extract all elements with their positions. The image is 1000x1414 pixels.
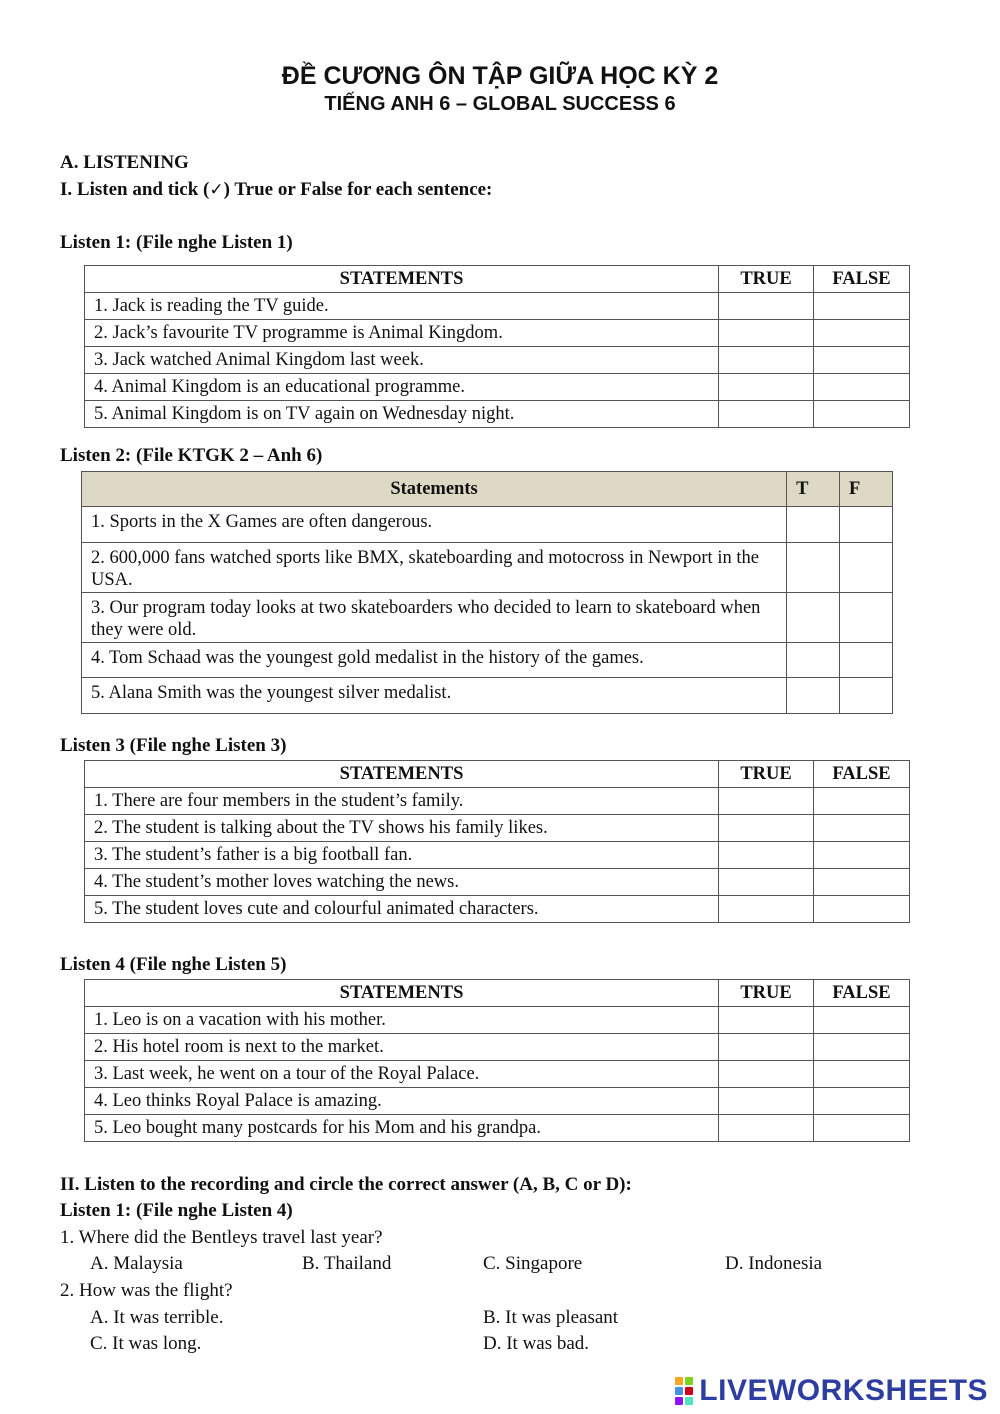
statement-cell: 1. Jack is reading the TV guide.	[85, 293, 719, 320]
listen2-label: Listen 2: (File KTGK 2 – Anh 6)	[60, 445, 323, 466]
q1-option-a[interactable]: A. Malaysia	[90, 1253, 183, 1274]
table-row	[85, 320, 910, 347]
true-answer-cell[interactable]	[719, 374, 814, 401]
q1-option-b[interactable]: B. Thailand	[302, 1253, 392, 1274]
statement-cell: 3. Jack watched Animal Kingdom last week.	[85, 347, 719, 374]
false-header: FALSE	[814, 266, 910, 293]
true-answer-cell[interactable]	[719, 1034, 814, 1061]
section-a-heading: A. LISTENING	[60, 152, 189, 173]
table-row	[82, 593, 893, 643]
table-row	[85, 1061, 910, 1088]
table-row	[85, 869, 910, 896]
question-2: 2. How was the flight?	[60, 1280, 233, 1301]
logo-square	[675, 1397, 683, 1405]
table-row	[85, 1115, 910, 1142]
f-answer-cell[interactable]	[840, 507, 893, 543]
listen3-table	[84, 760, 910, 923]
false-answer-cell[interactable]	[814, 374, 910, 401]
true-answer-cell[interactable]	[719, 401, 814, 428]
table-row	[85, 1007, 910, 1034]
statement-cell: 4. The student’s mother loves watching the news.	[85, 869, 719, 896]
part1-instruction	[60, 178, 492, 202]
statement-cell: 4. Leo thinks Royal Palace is amazing.	[85, 1088, 719, 1115]
statement-cell: 1. Sports in the X Games are often dangerous.	[82, 507, 787, 543]
t-answer-cell[interactable]	[787, 507, 840, 543]
listen3-label: Listen 3 (File nghe Listen 3)	[60, 735, 287, 756]
true-header: TRUE	[719, 761, 814, 788]
statement-cell: 2. The student is talking about the TV shows his family likes.	[85, 815, 719, 842]
false-answer-cell[interactable]	[814, 815, 910, 842]
table-row	[82, 643, 893, 678]
false-answer-cell[interactable]	[814, 1034, 910, 1061]
q2-option-a[interactable]: A. It was terrible.	[90, 1307, 224, 1328]
true-answer-cell[interactable]	[719, 815, 814, 842]
table-header-row	[82, 472, 893, 507]
statements-header: STATEMENTS	[85, 980, 719, 1007]
statement-cell: 5. Leo bought many postcards for his Mom and his grandpa.	[85, 1115, 719, 1142]
statement-cell: 4. Tom Schaad was the youngest gold medalist in the history of the games.	[82, 643, 787, 678]
f-header: F	[840, 472, 893, 507]
table-row	[85, 842, 910, 869]
true-answer-cell[interactable]	[719, 788, 814, 815]
statement-cell: 4. Animal Kingdom is an educational programme.	[85, 374, 719, 401]
false-answer-cell[interactable]	[814, 347, 910, 374]
table-row	[85, 1088, 910, 1115]
statement-cell: 3. Last week, he went on a tour of the Royal Palace.	[85, 1061, 719, 1088]
table-row	[82, 543, 893, 593]
table-row	[85, 788, 910, 815]
t-answer-cell[interactable]	[787, 543, 840, 593]
listen4-label: Listen 4 (File nghe Listen 5)	[60, 954, 287, 975]
table-row	[85, 293, 910, 320]
f-answer-cell[interactable]	[840, 643, 893, 678]
table-row	[85, 815, 910, 842]
statements-header: Statements	[82, 472, 787, 507]
true-answer-cell[interactable]	[719, 1007, 814, 1034]
t-answer-cell[interactable]	[787, 593, 840, 643]
table-row	[85, 1034, 910, 1061]
true-header: TRUE	[719, 980, 814, 1007]
true-answer-cell[interactable]	[719, 869, 814, 896]
statement-cell: 3. The student’s father is a big football fan.	[85, 842, 719, 869]
false-answer-cell[interactable]	[814, 842, 910, 869]
q1-option-c[interactable]: C. Singapore	[483, 1253, 583, 1274]
true-answer-cell[interactable]	[719, 1061, 814, 1088]
table-row	[82, 507, 893, 543]
false-header: FALSE	[814, 980, 910, 1007]
table-row	[82, 678, 893, 714]
false-answer-cell[interactable]	[814, 293, 910, 320]
listen1-label: Listen 1: (File nghe Listen 1)	[60, 232, 293, 253]
table-row	[85, 347, 910, 374]
false-answer-cell[interactable]	[814, 401, 910, 428]
statement-cell: 3. Our program today looks at two skateboarders who decided to learn to skateboard when they were old.	[82, 593, 787, 643]
table-row	[85, 374, 910, 401]
document-title: ĐỀ CƯƠNG ÔN TẬP GIỮA HỌC KỲ 2	[281, 62, 719, 90]
liveworksheets-logo	[675, 1374, 988, 1408]
f-answer-cell[interactable]	[840, 678, 893, 714]
false-answer-cell[interactable]	[814, 788, 910, 815]
false-answer-cell[interactable]	[814, 1115, 910, 1142]
check-mark-icon: ✓	[209, 180, 224, 200]
f-answer-cell[interactable]	[840, 543, 893, 593]
true-answer-cell[interactable]	[719, 896, 814, 923]
logo-square	[675, 1387, 683, 1395]
false-answer-cell[interactable]	[814, 869, 910, 896]
t-answer-cell[interactable]	[787, 643, 840, 678]
part1-instruction-start: I. Listen and tick (	[60, 179, 210, 200]
statement-cell: 5. The student loves cute and colourful animated characters.	[85, 896, 719, 923]
statement-cell: 2. Jack’s favourite TV programme is Animal Kingdom.	[85, 320, 719, 347]
listen2-table	[81, 471, 893, 714]
document-subtitle: TIẾNG ANH 6 – GLOBAL SUCCESS 6	[324, 93, 676, 115]
logo-square	[675, 1377, 683, 1385]
statements-header: STATEMENTS	[85, 761, 719, 788]
q2-option-c[interactable]: C. It was long.	[90, 1333, 202, 1354]
logo-text: LIVEWORKSHEETS	[699, 1374, 988, 1407]
statement-cell: 1. There are four members in the student’s family.	[85, 788, 719, 815]
part1-instruction-end: ) True or False for each sentence:	[223, 179, 493, 200]
false-answer-cell[interactable]	[814, 320, 910, 347]
true-answer-cell[interactable]	[719, 1115, 814, 1142]
table-row	[85, 401, 910, 428]
true-answer-cell[interactable]	[719, 293, 814, 320]
t-answer-cell[interactable]	[787, 678, 840, 714]
table-header-row	[85, 980, 910, 1007]
t-header: T	[787, 472, 840, 507]
logo-square	[685, 1387, 693, 1395]
true-answer-cell[interactable]	[719, 1088, 814, 1115]
false-answer-cell[interactable]	[814, 1007, 910, 1034]
true-header: TRUE	[719, 266, 814, 293]
f-answer-cell[interactable]	[840, 593, 893, 643]
false-answer-cell[interactable]	[814, 1088, 910, 1115]
statement-cell: 5. Animal Kingdom is on TV again on Wednesday night.	[85, 401, 719, 428]
statement-cell: 5. Alana Smith was the youngest silver medalist.	[82, 678, 787, 714]
listen4-table	[84, 979, 910, 1142]
table-header-row	[85, 266, 910, 293]
listen1-table	[84, 265, 910, 428]
statement-cell: 1. Leo is on a vacation with his mother.	[85, 1007, 719, 1034]
true-answer-cell[interactable]	[719, 842, 814, 869]
q2-option-d[interactable]: D. It was bad.	[483, 1333, 590, 1354]
logo-square	[685, 1377, 693, 1385]
false-answer-cell[interactable]	[814, 1061, 910, 1088]
logo-mark-icon	[675, 1377, 693, 1405]
table-header-row	[85, 761, 910, 788]
statement-cell: 2. 600,000 fans watched sports like BMX, skateboarding and motocross in Newport in the USA.	[82, 543, 787, 593]
logo-square	[685, 1397, 693, 1405]
q1-option-d[interactable]: D. Indonesia	[725, 1253, 823, 1274]
question-1: 1. Where did the Bentleys travel last year?	[60, 1227, 383, 1248]
q2-option-b[interactable]: B. It was pleasant	[483, 1307, 619, 1328]
true-answer-cell[interactable]	[719, 347, 814, 374]
statements-header: STATEMENTS	[85, 266, 719, 293]
table-row	[85, 896, 910, 923]
false-header: FALSE	[814, 761, 910, 788]
false-answer-cell[interactable]	[814, 896, 910, 923]
true-answer-cell[interactable]	[719, 320, 814, 347]
statement-cell: 2. His hotel room is next to the market.	[85, 1034, 719, 1061]
part2-instruction: II. Listen to the recording and circle the correct answer (A, B, C or D):	[60, 1174, 632, 1195]
part2-listen-label: Listen 1: (File nghe Listen 4)	[60, 1200, 293, 1221]
